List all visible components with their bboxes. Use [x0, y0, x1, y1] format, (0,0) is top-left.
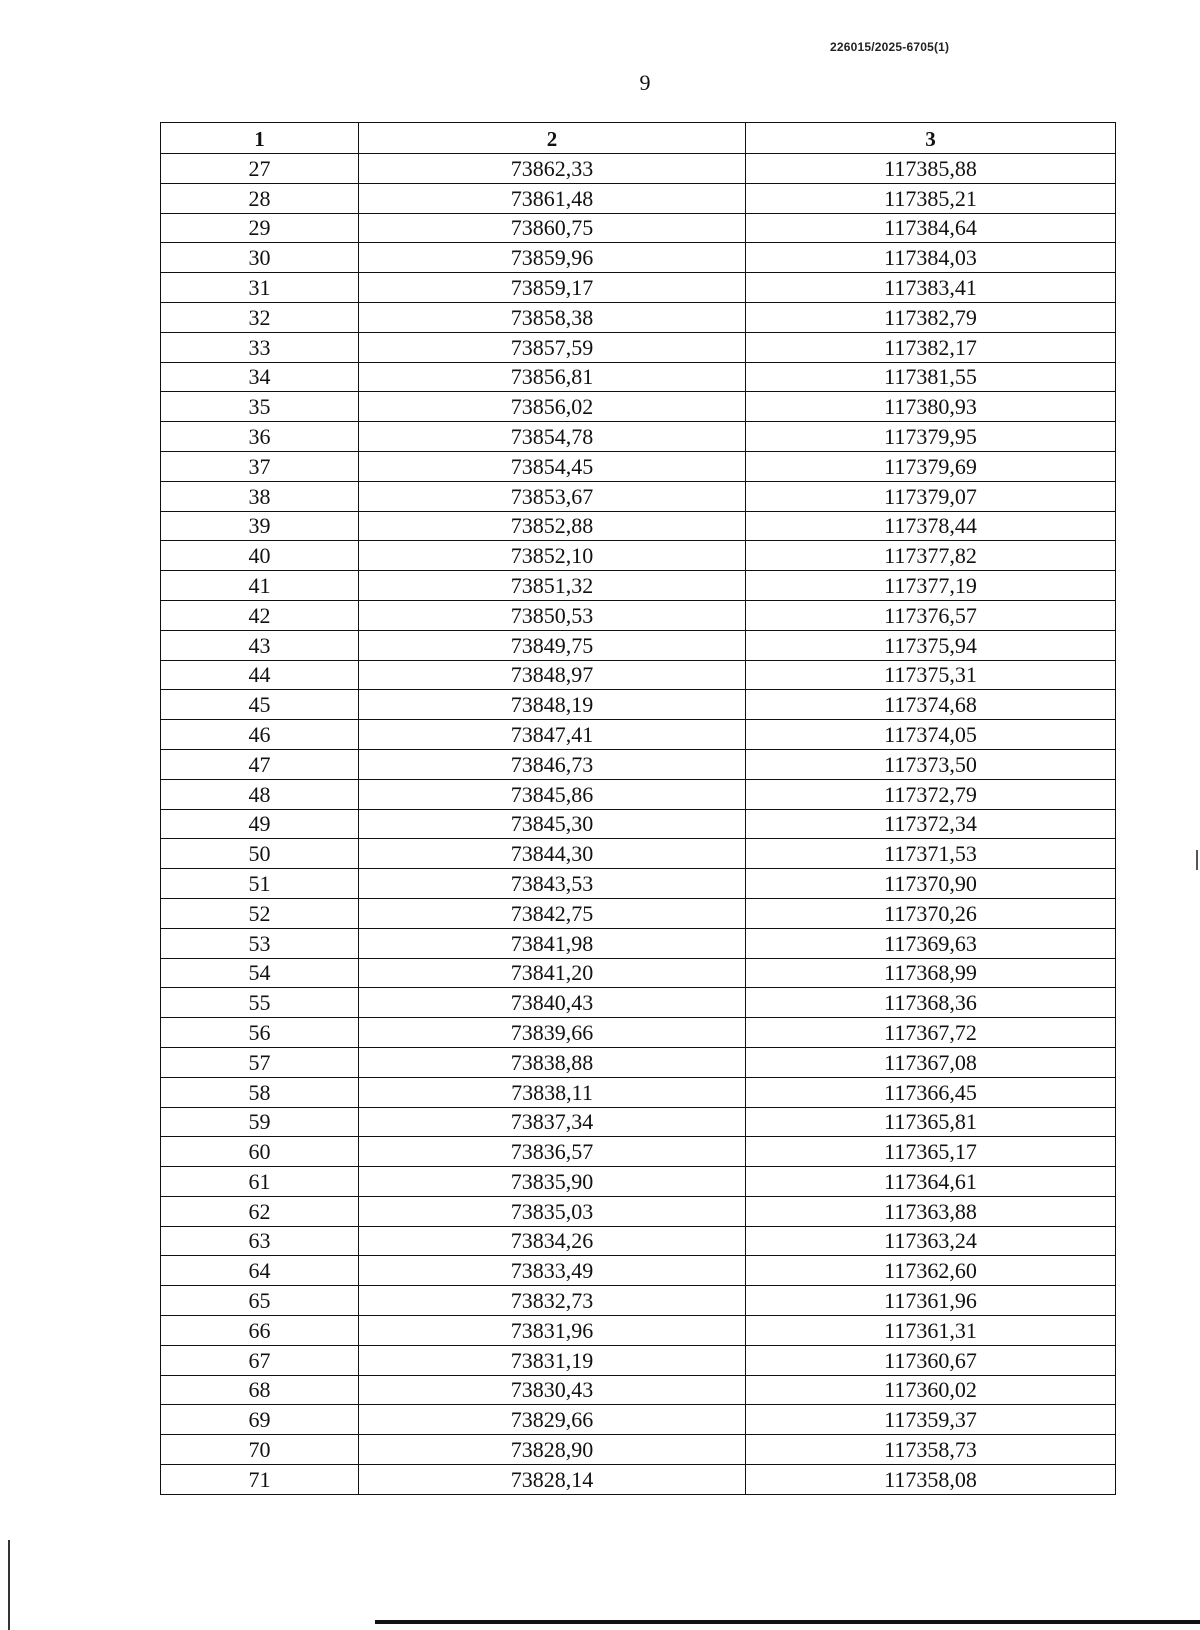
table-row	[161, 362, 1116, 392]
x-coordinate-cell: 73851,32	[359, 571, 746, 601]
y-coordinate-cell: 117370,90	[746, 869, 1116, 899]
y-coordinate-cell: 117373,50	[746, 749, 1116, 779]
table-row	[161, 183, 1116, 213]
table-row	[161, 511, 1116, 541]
y-coordinate-cell: 117372,34	[746, 809, 1116, 839]
point-number-cell: 61	[161, 1167, 359, 1197]
y-coordinate-cell: 117368,99	[746, 958, 1116, 988]
y-coordinate-cell: 117363,88	[746, 1196, 1116, 1226]
point-number-cell: 53	[161, 928, 359, 958]
y-coordinate-cell: 117379,07	[746, 481, 1116, 511]
y-coordinate-cell: 117374,68	[746, 690, 1116, 720]
x-coordinate-cell: 73847,41	[359, 720, 746, 750]
x-coordinate-cell: 73836,57	[359, 1137, 746, 1167]
point-number-cell: 57	[161, 1047, 359, 1077]
x-coordinate-cell: 73841,98	[359, 928, 746, 958]
point-number-cell: 38	[161, 481, 359, 511]
y-coordinate-cell: 117379,95	[746, 422, 1116, 452]
point-number-cell: 37	[161, 451, 359, 481]
table-row	[161, 243, 1116, 273]
point-number-cell: 39	[161, 511, 359, 541]
point-number-cell: 47	[161, 749, 359, 779]
point-number-cell: 49	[161, 809, 359, 839]
coordinates-table	[160, 122, 1116, 1495]
y-coordinate-cell: 117383,41	[746, 273, 1116, 303]
y-coordinate-cell: 117365,17	[746, 1137, 1116, 1167]
x-coordinate-cell: 73828,90	[359, 1435, 746, 1465]
point-number-cell: 44	[161, 660, 359, 690]
column-header: 2	[359, 123, 746, 154]
x-coordinate-cell: 73846,73	[359, 749, 746, 779]
x-coordinate-cell: 73860,75	[359, 213, 746, 243]
x-coordinate-cell: 73859,17	[359, 273, 746, 303]
x-coordinate-cell: 73835,90	[359, 1167, 746, 1197]
point-number-cell: 29	[161, 213, 359, 243]
table-row	[161, 1465, 1116, 1495]
y-coordinate-cell: 117372,79	[746, 779, 1116, 809]
table-header-row	[161, 123, 1116, 154]
table-row	[161, 1256, 1116, 1286]
y-coordinate-cell: 117370,26	[746, 898, 1116, 928]
y-coordinate-cell: 117371,53	[746, 839, 1116, 869]
x-coordinate-cell: 73854,78	[359, 422, 746, 452]
table-row	[161, 451, 1116, 481]
document-id: 226015/2025-6705(1)	[830, 40, 950, 54]
y-coordinate-cell: 117360,67	[746, 1345, 1116, 1375]
table-row	[161, 1077, 1116, 1107]
point-number-cell: 62	[161, 1196, 359, 1226]
x-coordinate-cell: 73858,38	[359, 302, 746, 332]
x-coordinate-cell: 73838,11	[359, 1077, 746, 1107]
x-coordinate-cell: 73842,75	[359, 898, 746, 928]
y-coordinate-cell: 117367,08	[746, 1047, 1116, 1077]
table-row	[161, 988, 1116, 1018]
y-coordinate-cell: 117368,36	[746, 988, 1116, 1018]
x-coordinate-cell: 73831,19	[359, 1345, 746, 1375]
x-coordinate-cell: 73856,81	[359, 362, 746, 392]
x-coordinate-cell: 73852,10	[359, 541, 746, 571]
y-coordinate-cell: 117375,31	[746, 660, 1116, 690]
x-coordinate-cell: 73831,96	[359, 1316, 746, 1346]
point-number-cell: 52	[161, 898, 359, 928]
table-row	[161, 1316, 1116, 1346]
y-coordinate-cell: 117382,17	[746, 332, 1116, 362]
x-coordinate-cell: 73845,86	[359, 779, 746, 809]
table-row	[161, 481, 1116, 511]
point-number-cell: 45	[161, 690, 359, 720]
table-row	[161, 154, 1116, 184]
table-row	[161, 690, 1116, 720]
y-coordinate-cell: 117364,61	[746, 1167, 1116, 1197]
table-row	[161, 1405, 1116, 1435]
x-coordinate-cell: 73845,30	[359, 809, 746, 839]
table-row	[161, 720, 1116, 750]
x-coordinate-cell: 73829,66	[359, 1405, 746, 1435]
table-row	[161, 600, 1116, 630]
table-row	[161, 660, 1116, 690]
y-coordinate-cell: 117360,02	[746, 1375, 1116, 1405]
y-coordinate-cell: 117367,72	[746, 1018, 1116, 1048]
y-coordinate-cell: 117377,82	[746, 541, 1116, 571]
x-coordinate-cell: 73861,48	[359, 183, 746, 213]
y-coordinate-cell: 117369,63	[746, 928, 1116, 958]
table-row	[161, 958, 1116, 988]
table-row	[161, 749, 1116, 779]
point-number-cell: 40	[161, 541, 359, 571]
point-number-cell: 34	[161, 362, 359, 392]
point-number-cell: 41	[161, 571, 359, 601]
point-number-cell: 51	[161, 869, 359, 899]
x-coordinate-cell: 73828,14	[359, 1465, 746, 1495]
table-row	[161, 809, 1116, 839]
table-row	[161, 1345, 1116, 1375]
point-number-cell: 31	[161, 273, 359, 303]
x-coordinate-cell: 73841,20	[359, 958, 746, 988]
y-coordinate-cell: 117385,21	[746, 183, 1116, 213]
table-header	[161, 123, 1116, 154]
x-coordinate-cell: 73849,75	[359, 630, 746, 660]
point-number-cell: 63	[161, 1226, 359, 1256]
table-row	[161, 332, 1116, 362]
point-number-cell: 43	[161, 630, 359, 660]
point-number-cell: 50	[161, 839, 359, 869]
x-coordinate-cell: 73844,30	[359, 839, 746, 869]
y-coordinate-cell: 117384,03	[746, 243, 1116, 273]
y-coordinate-cell: 117358,73	[746, 1435, 1116, 1465]
x-coordinate-cell: 73862,33	[359, 154, 746, 184]
y-coordinate-cell: 117358,08	[746, 1465, 1116, 1495]
table-row	[161, 571, 1116, 601]
point-number-cell: 55	[161, 988, 359, 1018]
table-row	[161, 1107, 1116, 1137]
table-row	[161, 928, 1116, 958]
x-coordinate-cell: 73852,88	[359, 511, 746, 541]
y-coordinate-cell: 117379,69	[746, 451, 1116, 481]
table-row	[161, 898, 1116, 928]
y-coordinate-cell: 117377,19	[746, 571, 1116, 601]
x-coordinate-cell: 73837,34	[359, 1107, 746, 1137]
y-coordinate-cell: 117365,81	[746, 1107, 1116, 1137]
y-coordinate-cell: 117376,57	[746, 600, 1116, 630]
table-row	[161, 869, 1116, 899]
table-row	[161, 1047, 1116, 1077]
y-coordinate-cell: 117375,94	[746, 630, 1116, 660]
point-number-cell: 66	[161, 1316, 359, 1346]
y-coordinate-cell: 117361,96	[746, 1286, 1116, 1316]
x-coordinate-cell: 73835,03	[359, 1196, 746, 1226]
y-coordinate-cell: 117362,60	[746, 1256, 1116, 1286]
table-row	[161, 630, 1116, 660]
table-row	[161, 302, 1116, 332]
scan-artifact	[8, 1540, 10, 1630]
scan-artifact	[1196, 850, 1198, 870]
x-coordinate-cell: 73834,26	[359, 1226, 746, 1256]
table-row	[161, 1196, 1116, 1226]
table-row	[161, 1018, 1116, 1048]
table-row	[161, 273, 1116, 303]
point-number-cell: 54	[161, 958, 359, 988]
x-coordinate-cell: 73838,88	[359, 1047, 746, 1077]
x-coordinate-cell: 73850,53	[359, 600, 746, 630]
page-number: 9	[639, 70, 651, 95]
bottom-rule	[375, 1620, 1200, 1624]
table-row	[161, 422, 1116, 452]
point-number-cell: 46	[161, 720, 359, 750]
point-number-cell: 48	[161, 779, 359, 809]
point-number-cell: 33	[161, 332, 359, 362]
table-row	[161, 779, 1116, 809]
x-coordinate-cell: 73848,19	[359, 690, 746, 720]
table-row	[161, 1375, 1116, 1405]
table-row	[161, 541, 1116, 571]
point-number-cell: 68	[161, 1375, 359, 1405]
column-header: 3	[746, 123, 1116, 154]
point-number-cell: 27	[161, 154, 359, 184]
column-header: 1	[161, 123, 359, 154]
y-coordinate-cell: 117363,24	[746, 1226, 1116, 1256]
table-row	[161, 1167, 1116, 1197]
y-coordinate-cell: 117382,79	[746, 302, 1116, 332]
point-number-cell: 69	[161, 1405, 359, 1435]
x-coordinate-cell: 73853,67	[359, 481, 746, 511]
y-coordinate-cell: 117381,55	[746, 362, 1116, 392]
y-coordinate-cell: 117385,88	[746, 154, 1116, 184]
x-coordinate-cell: 73843,53	[359, 869, 746, 899]
x-coordinate-cell: 73856,02	[359, 392, 746, 422]
point-number-cell: 58	[161, 1077, 359, 1107]
x-coordinate-cell: 73848,97	[359, 660, 746, 690]
point-number-cell: 30	[161, 243, 359, 273]
y-coordinate-cell: 117380,93	[746, 392, 1116, 422]
point-number-cell: 35	[161, 392, 359, 422]
table-row	[161, 1137, 1116, 1167]
table-row	[161, 839, 1116, 869]
y-coordinate-cell: 117361,31	[746, 1316, 1116, 1346]
point-number-cell: 56	[161, 1018, 359, 1048]
x-coordinate-cell: 73857,59	[359, 332, 746, 362]
point-number-cell: 60	[161, 1137, 359, 1167]
point-number-cell: 32	[161, 302, 359, 332]
x-coordinate-cell: 73840,43	[359, 988, 746, 1018]
y-coordinate-cell: 117366,45	[746, 1077, 1116, 1107]
table-row	[161, 1226, 1116, 1256]
point-number-cell: 64	[161, 1256, 359, 1286]
table-row	[161, 1286, 1116, 1316]
table-row	[161, 213, 1116, 243]
x-coordinate-cell: 73839,66	[359, 1018, 746, 1048]
point-number-cell: 71	[161, 1465, 359, 1495]
point-number-cell: 36	[161, 422, 359, 452]
table-row	[161, 1435, 1116, 1465]
x-coordinate-cell: 73832,73	[359, 1286, 746, 1316]
point-number-cell: 42	[161, 600, 359, 630]
y-coordinate-cell: 117359,37	[746, 1405, 1116, 1435]
x-coordinate-cell: 73833,49	[359, 1256, 746, 1286]
y-coordinate-cell: 117378,44	[746, 511, 1116, 541]
point-number-cell: 70	[161, 1435, 359, 1465]
y-coordinate-cell: 117384,64	[746, 213, 1116, 243]
x-coordinate-cell: 73854,45	[359, 451, 746, 481]
point-number-cell: 67	[161, 1345, 359, 1375]
x-coordinate-cell: 73830,43	[359, 1375, 746, 1405]
point-number-cell: 28	[161, 183, 359, 213]
point-number-cell: 59	[161, 1107, 359, 1137]
table-row	[161, 392, 1116, 422]
x-coordinate-cell: 73859,96	[359, 243, 746, 273]
table-body	[161, 154, 1116, 1495]
point-number-cell: 65	[161, 1286, 359, 1316]
y-coordinate-cell: 117374,05	[746, 720, 1116, 750]
